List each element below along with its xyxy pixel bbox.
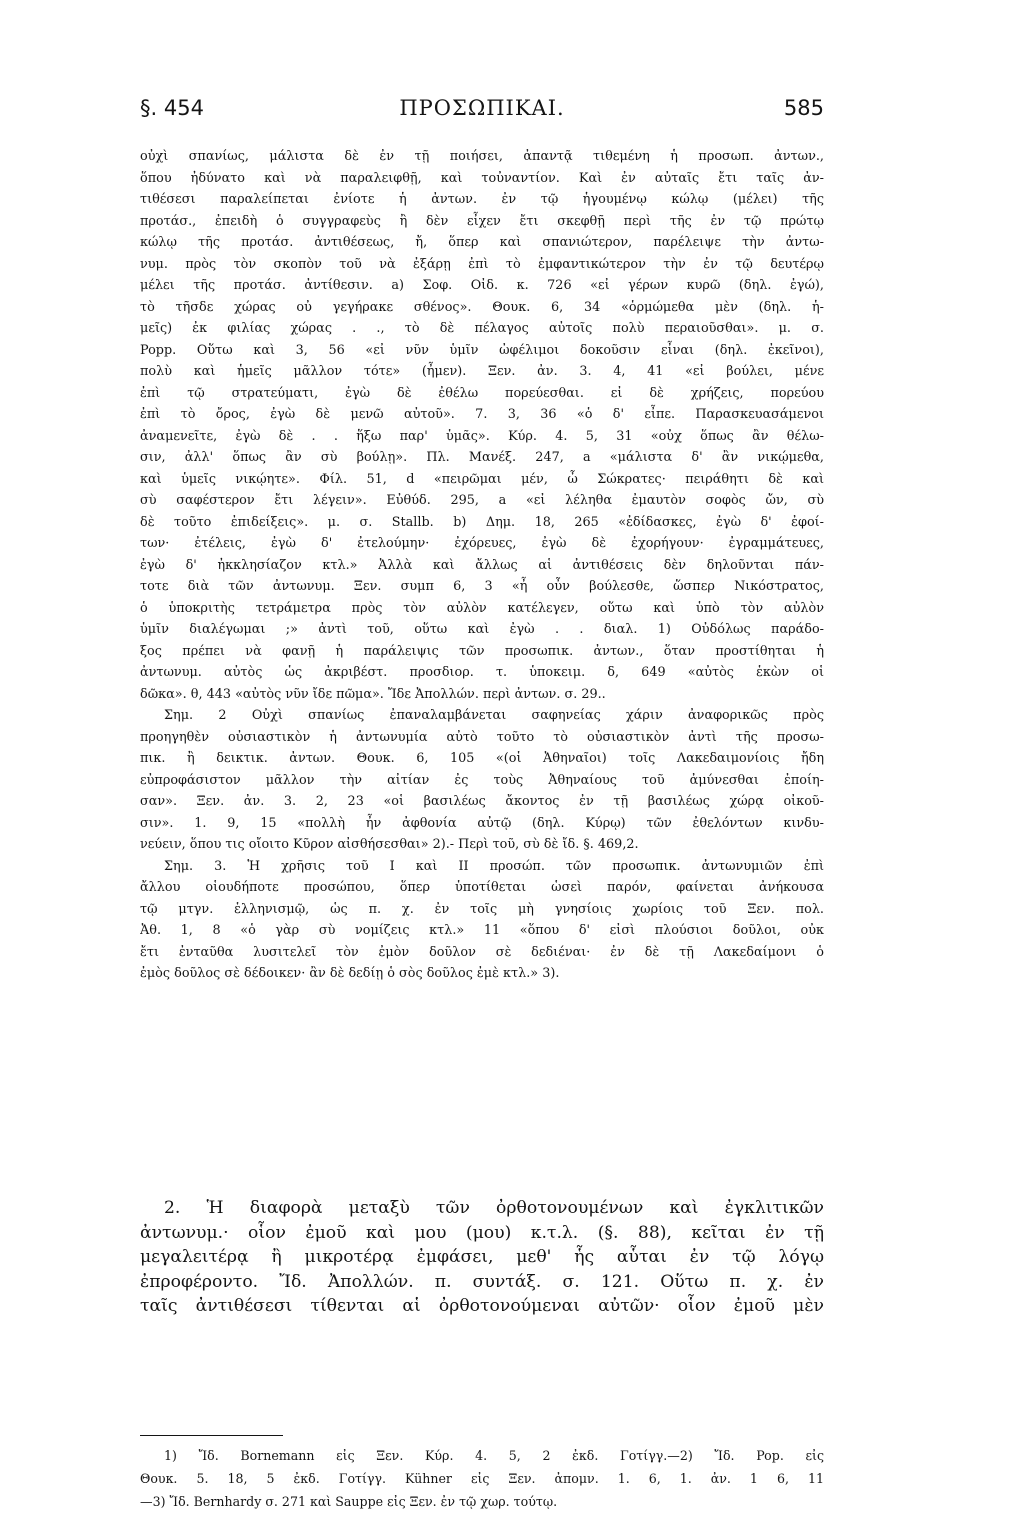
- text-line: σὺ σαφέστερον ἔτι λέγειν». Εὐθύδ. 295, a «εἰ λέληθα ἐμαυτὸν σοφὸς ὤν, σὺ: [140, 493, 824, 508]
- text-line: κώλῳ τῆς προτάσ. ἀντιθέσεως, ἤ, ὅπερ καὶ σπανιώτερον, παρέλειψε τὴν ἀντω-: [140, 235, 824, 250]
- section-2-text: [140, 1196, 824, 1319]
- section-2-line: ἐπροφέροντο. Ἴδ. Ἀπολλών. π. συντάξ. σ. 121. Οὕτω π. χ. ἐν: [140, 1271, 824, 1292]
- note-2-line: πικ. ἢ δεικτικ. ἀντων. Θουκ. 6, 105 «(οἱ Ἀθηναῖοι) τοῖς Λακεδαιμονίοις ἤδη: [140, 751, 824, 766]
- section-number: §. 454: [140, 96, 204, 120]
- section-2-line: ταῖς ἀντιθέσεσι τίθενται αἱ ὀρθοτονούμεναι αὐτῶν· οἷον ἐμοῦ μὲν: [140, 1296, 824, 1317]
- text-line: ἐπὶ τῷ στρατεύματι, ἐγὼ δὲ ἐθέλω πορεύεσθαι. εἰ δὲ χρήζεις, πορεύου: [140, 385, 824, 401]
- text-line: ὅπου ἠδύνατο καὶ νὰ παραλειφθῇ, καὶ τοὐναντίον. Καὶ ἐν αὐταῖς ἔτι ταῖς ἀν-: [140, 170, 824, 186]
- text-line: δῶκα». θ, 443 «αὐτὸς νῦν ἴδε πῶμα». Ἴδε Ἀπολλών. περὶ ἀντων. σ. 29..: [140, 686, 606, 702]
- note-3-line: ἐμὸς δοῦλος σὲ δέδοικεν· ἂν δὲ δεδίῃ ὁ σὸς δοῦλος ἐμὲ κτλ.» 3).: [140, 966, 560, 981]
- section-2-line: ἀντωνυμ.· οἷον ἐμοῦ καὶ μου (μου) κ.τ.λ. (§. 88), κεῖται ἐν τῇ: [140, 1222, 824, 1243]
- text-line: ἀντωνυμ. αὐτὸς ὡς ἀκριβέστ. προσδιορ. τ. ὑποκειμ. δ, 649 «αὐτὸς ἑκὼν οἱ: [140, 665, 824, 680]
- text-line: τὸ τῆσδε χώρας οὐ γεγήρακε σθένος». Θουκ. 6, 34 «ὁρμώμεθα μὲν (δηλ. ἡ-: [140, 299, 824, 315]
- text-line: οὐχὶ σπανίως, μάλιστα δὲ ἐν τῇ ποιήσει, ἀπαντᾷ τιθεμένη ἡ προσωπ. ἀντων.,: [140, 149, 824, 164]
- text-line: καὶ ὑμεῖς νικῴητε». Φίλ. 51, d «πειρῶμαι μέν, ὦ Σώκρατες· πειράθητι δὲ καὶ: [140, 471, 824, 487]
- note-2-line: νεύειν, ὅπου τις οἴοιτο Κῦρον αἰσθήσεσθαι» 2).- Περὶ τοῦ, σὺ δὲ ἴδ. §. 469,2.: [140, 837, 639, 852]
- note-3-line: Ἀθ. 1, 8 «ὁ γὰρ σὺ νομίζεις κτλ.» 11 «ὅπου δ' εἰσὶ πλούσιοι δοῦλοι, οὐκ: [140, 923, 824, 938]
- text-line: τοτε διὰ τῶν ἀντωνυμ. Ξεν. συμπ 6, 3 «ἦ οὖν βούλεσθε, ὥσπερ Νικόστρατος,: [140, 579, 824, 594]
- footnotes: [140, 1444, 824, 1513]
- note-3-line: ἔτι ἐνταῦθα λυσιτελεῖ τὸν ἐμὸν δοῦλον σὲ δεδιέναι· ἐν δὲ τῇ Λακεδαίμονι ὁ: [140, 944, 824, 960]
- footnote-line: —3) Ἴδ. Bernhardy σ. 271 καὶ Sauppe εἰς Ξεν. ἐν τῷ χωρ. τούτῳ.: [140, 1494, 558, 1509]
- text-line: προτάσ., ἐπειδὴ ὁ συγγραφεὺς ἢ δὲν εἶχεν ἔτι σκεφθῇ περὶ τῆς ἐν τῷ πρώτῳ: [140, 213, 824, 229]
- text-line: μεῖς) ἐκ φιλίας χώρας . ., τὸ δὲ πέλαγος αὐτοῖς πολὺ περαιοῦσθαι». μ. σ.: [140, 321, 824, 336]
- text-line: πολὺ καὶ ἡμεῖς μᾶλλον τότε» (ἦμεν). Ξεν. ἀν. 3. 4, 41 «εἰ βούλει, μένε: [140, 364, 824, 379]
- text-line: ὑμῖν διαλέγωμαι ;» ἀντὶ τοῦ, οὕτω καὶ ἐγὼ . . διαλ. 1) Οὐδόλως παράδο-: [140, 622, 824, 637]
- note-2-line: προηγηθὲν οὐσιαστικὸν ἡ ἀντωνυμία αὐτὸ τοῦτο τὸ οὐσιαστικὸν ἀντὶ τῆς προσω-: [140, 729, 824, 745]
- note-3-line: ἄλλου οἱουδήποτε προσώπου, ὅπερ ὑποτίθεται ὡσεὶ παρόν, φαίνεται ἀνήκουσα: [140, 880, 824, 895]
- footnote-line: Θουκ. 5. 18, 5 ἐκδ. Γοτίγγ. Kühner εἰς Ξεν. ἀπομν. 1. 6, 1. ἀν. 1 6, 11: [140, 1471, 824, 1486]
- text-line: ἐπὶ τὸ ὄρος, ἐγὼ δὲ μενῶ αὐτοῦ». 7. 3, 36 «ὁ δ' εἶπε. Παρασκευασάμενοι: [140, 407, 824, 422]
- text-line: Popp. Οὕτω καὶ 3, 56 «εἰ νῦν ὑμῖν ὠφέλιμοι δοκοῦσιν εἶναι (δηλ. ἐκεῖνοι),: [140, 342, 824, 358]
- note-3-line: τῷ μτγν. ἑλληνισμῷ, ὡς π. χ. ἐν τοῖς μὴ γνησίοις χωρίοις τοῦ Ξεν. πολ.: [140, 901, 824, 917]
- running-head: [140, 96, 824, 136]
- text-line: των· ἐτέλεις, ἐγὼ δ' ἐτελούμην· ἐχόρευες, ἐγὼ δὲ ἐχορήγουν· ἐγραμμάτευες,: [140, 536, 824, 551]
- footnote-divider: [140, 1435, 283, 1436]
- main-text: [140, 146, 824, 985]
- note-2-line: Σημ. 2 Οὐχὶ σπανίως ἐπαναλαμβάνεται σαφηνείας χάριν ἀναφορικῶς πρὸς: [164, 708, 824, 723]
- footnote-line: 1) Ἴδ. Bornemann εἰς Ξεν. Κύρ. 4. 5, 2 ἐκδ. Γοτίγγ.—2) Ἴδ. Pop. εἰς: [164, 1448, 824, 1463]
- text-line: σιν, ἀλλ' ὅπως ἂν σὺ βούλῃ». Πλ. Μανέξ. 247, a «μάλιστα δ' ἂν νικῴμεθα,: [140, 450, 824, 465]
- section-2-line: 2. Ἡ διαφορὰ μεταξὺ τῶν ὀρθοτονουμένων καὶ ἐγκλιτικῶν: [164, 1198, 824, 1218]
- text-line: μέλει τῆς προτάσ. ἀντίθεσιν. a) Σοφ. Οἰδ. κ. 726 «εἰ γέρων κυρῶ (δηλ. ἐγώ),: [140, 278, 824, 293]
- text-line: ἀναμενεῖτε, ἐγὼ δὲ . . ἥξω παρ' ὑμᾶς». Κύρ. 4. 5, 31 «οὐχ ὅπως ἂν θέλω-: [140, 428, 824, 444]
- note-3-line: Σημ. 3. Ἡ χρῆσις τοῦ I καὶ II προσώπ. τῶν προσωπικ. ἀντωνυμιῶν ἐπὶ: [164, 858, 824, 874]
- text-line: ἐγὼ δ' ἠκκλησίαζον κτλ.» Ἀλλὰ καὶ ἄλλως αἱ ἀντιθέσεις δὲν δηλοῦνται πάν-: [140, 557, 824, 573]
- section-2-line: μεγαλειτέρᾳ ἢ μικροτέρᾳ ἐμφάσει, μεθ' ἧς αὗται ἐν τῷ λόγῳ: [140, 1247, 824, 1268]
- text-line: ξος πρέπει νὰ φανῇ ἡ παράλειψις τῶν προσωπικ. ἀντων., ὅταν προστίθηται ἡ: [140, 643, 824, 659]
- running-title: ΠΡΟΣΩΠΙΚΑΙ.: [399, 96, 565, 120]
- text-line: νυμ. πρὸς τὸν σκοπὸν τοῦ νὰ ἐξάρῃ ἐπὶ τὸ ἐμφαντικώτερον τὴν ἐν τῷ δευτέρῳ: [140, 256, 824, 272]
- note-2-line: σιν». 1. 9, 15 «πολλὴ ἦν ἀφθονία αὐτῷ (δηλ. Κύρῳ) τῶν ἐθελόντων κινδυ-: [140, 815, 824, 831]
- text-line: δὲ τοῦτο ἐπιδείξεις». μ. σ. Stallb. b) Δημ. 18, 265 «ἐδίδασκες, ἐγὼ δ' ἐφοί-: [140, 514, 824, 530]
- note-2-line: σαν». Ξεν. ἀν. 3. 2, 23 «οἱ βασιλέως ἄκοντος ἐν τῇ βασιλέως χώρᾳ οἰκοῦ-: [140, 794, 824, 809]
- page-number: 585: [783, 96, 824, 120]
- text-line: τιθέσεσι παραλείπεται ἐνίοτε ἡ ἀντων. ἐν τῷ ἡγουμένῳ κώλῳ (μέλει) τῆς: [140, 192, 824, 207]
- note-2-line: εὐπροφάσιστον μᾶλλον τὴν αἰτίαν ἐς τοὺς Ἀθηναίους τοῦ ἀμύνεσθαι ἐποίη-: [140, 772, 824, 788]
- text-line: ὁ ὑποκριτὴς τετράμετρα πρὸς τὸν αὐλὸν κατέλεγεν, οὕτω καὶ ὑπὸ τὸν αὐλὸν: [140, 600, 824, 616]
